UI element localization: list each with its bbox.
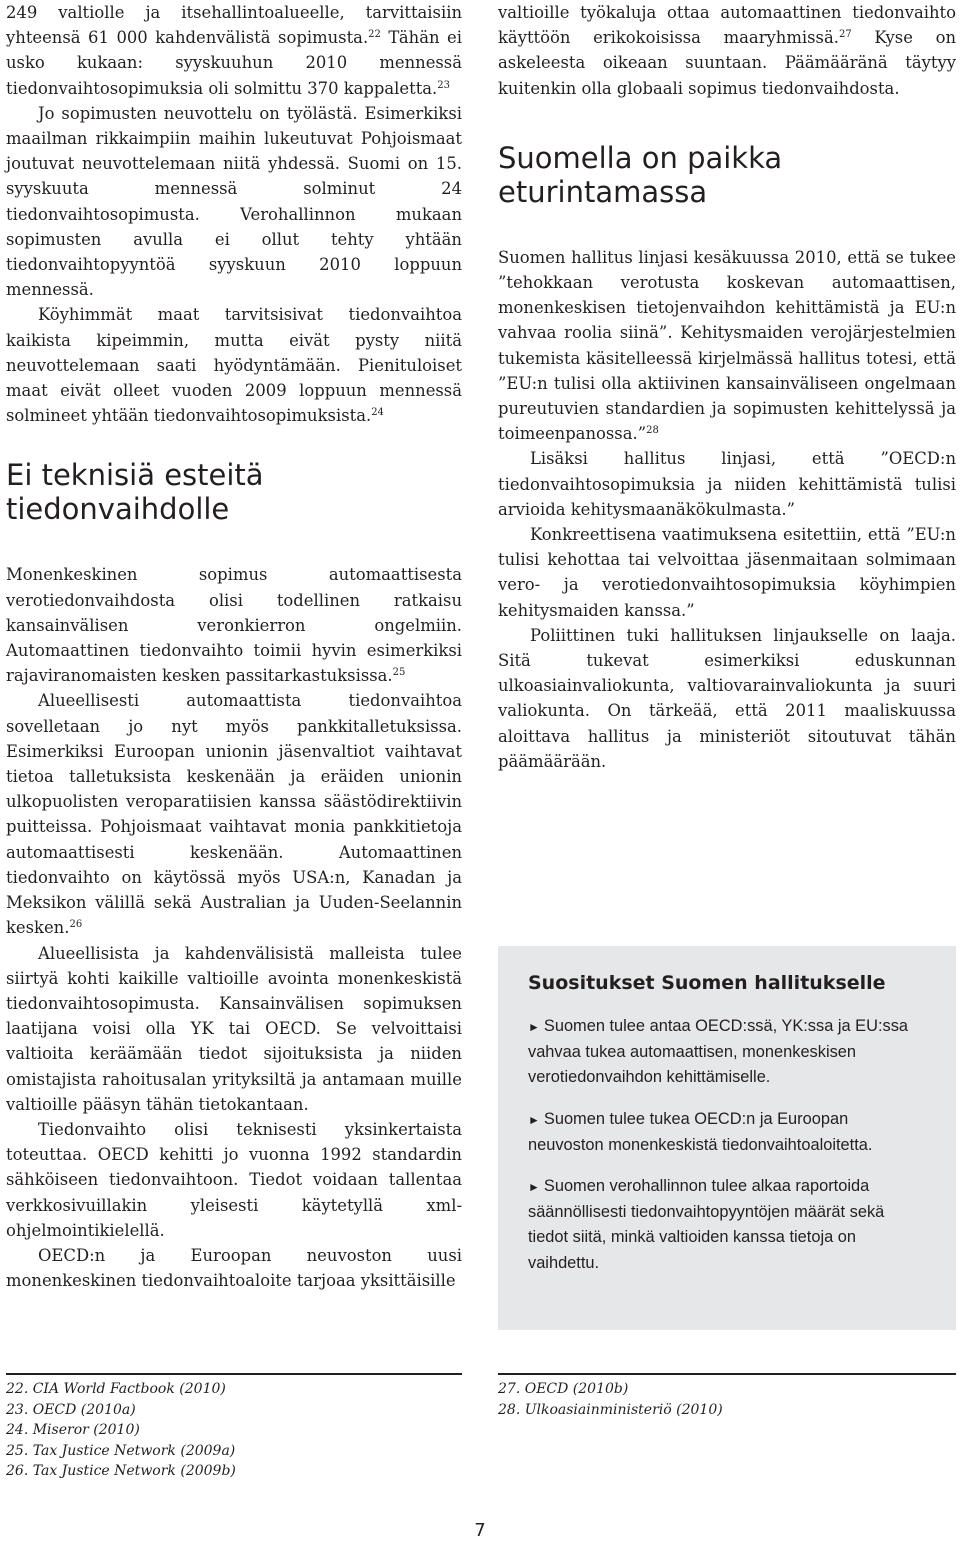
paragraph: 249 valtiolle ja itsehallintoalueelle, tarvittaisiin yhteensä 61 000 kahdenvälistä sopimusta.$^{22}$ Tähän ei usko kukaan: syyskuuhun 2010 mennessä tiedonvaihtosopimuksia oli solmittu 370 kappaletta.$^{23}$ xyxy=(6,3,462,98)
footnote-divider xyxy=(6,1373,462,1375)
paragraph: OECD:n ja Euroopan neuvoston uusi monenkeskinen tiedonvaihtoaloite tarjoaa yksittäisille xyxy=(6,1245,462,1291)
section-heading: Ei teknisiä esteitä tiedonvaihdolle xyxy=(6,458,264,527)
page-number: 7 xyxy=(474,1520,486,1541)
footnote-ref: 25 xyxy=(392,667,406,679)
footnote: 23. OECD (2010a) xyxy=(6,1401,136,1418)
paragraph: Lisäksi hallitus linjasi, että ”OECD:n tiedonvaihtosopimuksia ja niiden kehittämistä tulisi arvioida kehitysmaanäkökulmasta.” xyxy=(498,449,956,519)
right-column xyxy=(498,0,956,774)
paragraph: Suomen hallitus linjasi kesäkuussa 2010, että se tukee ”tehokkaan verotusta koskevan automaattisen, monenkeskisen tietojenvaihdon kehittämistä ja EU:n vahvaa roolia siinä”. Kehitysmaiden verojärjestelmien tukemista käsitelleessä kirjelmässä hallitus totesi, että ”EU:n tulisi olla aktiivinen kansainväliseen ongelmaan pureutuvien standardien ja sopimusten kehittelyssä ja toimeenpanossa.”$^{28}$ xyxy=(498,247,956,444)
footnote: 22. CIA World Factbook (2010) xyxy=(6,1381,226,1397)
paragraph: valtioille työkaluja ottaa automaattinen tiedonvaihto käyttöön erikokoisissa maaryhmissä.$^{27}$ Kyse on askeleesta oikeaan suuntaan. Päämääränä täytyy kuitenkin olla globaali sopimus tiedonvaihdosta. xyxy=(498,3,956,98)
footnote-ref: 27 xyxy=(838,29,852,41)
paragraph: Alueellisesti automaattista tiedonvaihtoa sovelletaan jo nyt myös pankkitalletuksissa. Esimerkiksi Euroopan unionin jäsenvaltiot vaihtavat tietoa talletuksista keskenään ja eräiden unionin ulkopuolisten veroparatiisien kanssa säästödirektiivin puitteissa. Pohjoismaat vaihtavat monia pankkitietoja automaattisesti keskenään. Automaattinen tiedonvaihto on käytössä myös USA:n, Kanadan ja Meksikon välillä sekä Australian ja Uuden-Seelannin kesken.$^{26}$ xyxy=(6,691,462,938)
box-title: Suositukset Suomen hallitukselle xyxy=(528,972,886,994)
paragraph: Poliittinen tuki hallituksen linjaukselle on laaja. Sitä tukevat esimerkiksi eduskunnan ulkoasiainvaliokunta, valtiovarainvaliokunta ja suuri valiokunta. On tärkeää, että 2011 maaliskuussa aloittava hallitus ja ministeriöt sitoutuvat tähän päämäärään. xyxy=(498,625,956,771)
footnote-ref: 26 xyxy=(69,919,83,931)
recommendations-box xyxy=(498,946,956,1330)
left-column xyxy=(6,0,462,1293)
paragraph: Jo sopimusten neuvottelu on työlästä. Esimerkiksi maailman rikkaimpiin maihin lukeutuvat Pohjoismaat joutuvat neuvottelemaan niitä yhdessä. Suomi on 15. syyskuuta mennessä solminut 24 tiedonvaihtosopimusta. Verohallinnon mukaan sopimusten avulla ei ollut tehty yhtään tiedonvaihtopyyntöä syyskuun 2010 loppuun mennessä. xyxy=(6,103,462,300)
footnote: 26. Tax Justice Network (2009b) xyxy=(6,1463,236,1479)
footnote: 27. OECD (2010b) xyxy=(498,1381,629,1397)
recommendation-item: ► Suomen tulee antaa OECD:ssä, YK:ssa ja EU:ssa vahvaa tukea automaattisen, monenkeskisen verotiedonvaihdon kehittämiselle. xyxy=(528,1017,909,1087)
footnote-ref: 28 xyxy=(646,425,659,437)
arrow-right-icon: ► xyxy=(528,1180,540,1195)
footnote: 24. Miseror (2010) xyxy=(6,1422,140,1438)
arrow-right-icon: ► xyxy=(528,1112,540,1127)
footnote: 25. Tax Justice Network (2009a) xyxy=(6,1442,236,1459)
footnote-ref: 23 xyxy=(437,79,451,91)
footnote: 28. Ulkoasiainministeriö (2010) xyxy=(498,1401,723,1418)
footnote-ref: 24 xyxy=(371,407,384,419)
footnote-ref: 22 xyxy=(368,29,381,41)
paragraph: Konkreettisena vaatimuksena esitettiin, että ”EU:n tulisi kehottaa tai velvoittaa jäsenmaitaan solmimaan vero- ja verotiedonvaihtosopimuksia köyhimpien kehitysmaiden kanssa.” xyxy=(498,525,956,620)
arrow-right-icon: ► xyxy=(528,1020,540,1034)
footnotes-left xyxy=(6,1379,236,1482)
paragraph: Monenkeskinen sopimus automaattisesta verotiedonvaihdosta olisi todellinen ratkaisu kansainvälisen veronkierron ongelmiin. Automaattinen tiedonvaihto toimii hyvin esimerkiksi rajaviranomaisten kesken passitarkastuksissa.$^{25}$ xyxy=(6,565,462,686)
footnote-divider xyxy=(498,1373,956,1375)
section-heading: Suomella on paikka eturintamassa xyxy=(498,140,783,209)
footnotes-right xyxy=(498,1379,723,1420)
recommendation-item: ► Suomen verohallinnon tulee alkaa raportoida säännöllisesti tiedonvaihtopyyntöjen määrät sekä tiedot siitä, minkä valtioiden kanssa tietoja on vaihdettu. xyxy=(528,1177,885,1272)
recommendation-item: ► Suomen tulee tukea OECD:n ja Euroopan neuvoston monenkeskistä tiedonvaihtoaloitetta. xyxy=(528,1109,873,1154)
paragraph: Alueellisista ja kahdenvälisistä malleista tulee siirtyä kohti kaikille valtioille avointa monenkeskistä tiedonvaihtosopimusta. Kansainvälisen sopimuksen laatijana voisi olla YK tai OECD. Se velvoittaisi valtioita keräämään tiedot sijoituksista ja niiden omistajista rahoitusalan yrityksiltä ja antamaan muille valtioille pääsyn tähän tietokantaan. xyxy=(6,943,462,1114)
paragraph: Köyhimmät maat tarvitsisivat tiedonvaihtoa kaikista kipeimmin, mutta eivät pysty niitä neuvottelemaan saati hyödyntämään. Pienituloiset maat eivät olleet vuoden 2009 loppuun mennessä solmineet yhtään tiedonvaihtosopimuksista.$^{24}$ xyxy=(6,305,462,426)
paragraph: Tiedonvaihto olisi teknisesti yksinkertaista toteuttaa. OECD kehitti jo vuonna 1992 standardin sähköiseen tiedonvaihtoon. Tiedot voidaan tallentaa verkkosivuillakin yleisesti käytetyllä xml-ohjelmointikielellä. xyxy=(6,1119,462,1240)
